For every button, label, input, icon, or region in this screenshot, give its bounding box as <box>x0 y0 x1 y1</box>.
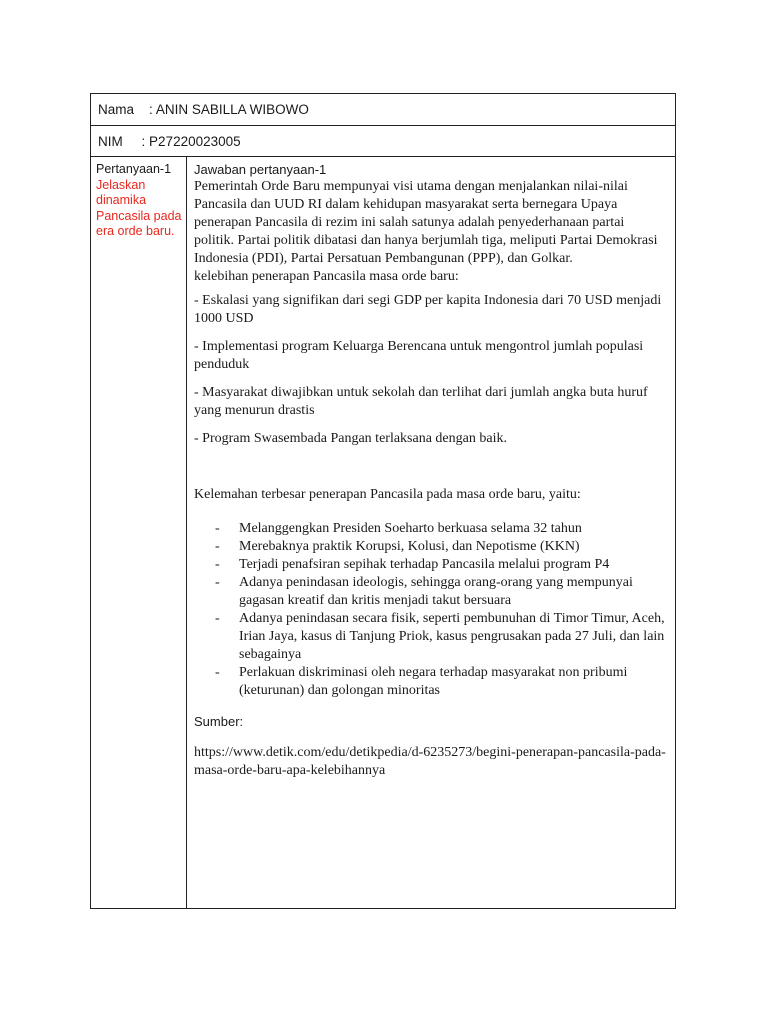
name-line <box>98 102 309 117</box>
name-row <box>91 94 675 126</box>
answer-label: Jawaban pertanyaan-1 <box>194 162 327 177</box>
answer-cell <box>187 157 675 908</box>
advantage-item: - Program Swasembada Pangan terlaksana dengan baik. <box>194 431 507 446</box>
weakness-heading: Kelemahan terbesar penerapan Pancasila pada masa orde baru, yaitu: <box>194 487 581 502</box>
nim-line <box>98 134 241 149</box>
list-item <box>194 610 667 664</box>
advantages-heading: kelebihan penerapan Pancasila masa orde baru: <box>194 269 459 284</box>
dash-marker: - <box>215 665 220 680</box>
weakness-text: Melanggengkan Presiden Soeharto berkuasa selama 32 tahun <box>239 521 582 536</box>
name-label: Nama <box>98 102 135 117</box>
question-cell <box>91 157 187 908</box>
dash-marker: - <box>215 611 220 626</box>
dash-marker: - <box>215 557 220 572</box>
nim-row <box>91 126 675 157</box>
list-item <box>194 556 667 574</box>
list-item <box>194 520 667 538</box>
advantage-item: - Masyarakat diwajibkan untuk sekolah dan terlihat dari jumlah angka buta huruf yang menurun drastis <box>194 385 648 418</box>
nim-label: NIM <box>98 134 123 149</box>
question-text: Jelaskan dinamika Pancasila pada era orde baru. <box>96 177 182 238</box>
weakness-text: Adanya penindasan secara fisik, seperti pembunuhan di Timor Timur, Aceh, Irian Jaya, kasus di Tanjung Priok, kasus pengrusakan pada 27 Juli, dan lain sebagainya <box>239 611 665 662</box>
advantage-item: - Implementasi program Keluarga Berencana untuk mengontrol jumlah populasi penduduk <box>194 339 644 372</box>
weakness-text: Adanya penindasan ideologis, sehingga orang-orang yang mempunyai gagasan kreatif dan kritis menjadi takut bersuara <box>239 575 633 608</box>
dash-marker: - <box>215 521 220 536</box>
list-item <box>194 538 667 556</box>
weakness-text: Terjadi penafsiran sepihak terhadap Pancasila melalui program P4 <box>239 557 610 572</box>
advantage-item: - Eskalasi yang signifikan dari segi GDP per kapita Indonesia dari 70 USD menjadi 1000 USD <box>194 293 662 326</box>
list-item <box>194 574 667 610</box>
name-separator: : <box>149 102 153 117</box>
nim-separator: : <box>141 134 146 149</box>
weakness-list <box>194 520 667 700</box>
name-value: ANIN SABILLA WIBOWO <box>155 102 309 117</box>
dash-marker: - <box>215 575 220 590</box>
nim-value: P27220023005 <box>149 134 241 149</box>
source-link[interactable]: https://www.detik.com/edu/detikpedia/d-6235273/begini-penerapan-pancasila-pada-masa-orde-baru-apa-kelebihannya <box>194 745 666 778</box>
answer-table <box>90 93 676 909</box>
answer-intro: Pemerintah Orde Baru mempunyai visi utama dengan menjalankan nilai-nilai Pancasila dan UUD RI dalam kehidupan masyarakat serta bernegara Upaya penerapan Pancasila di rezim ini salah satunya adalah penyederhanaan partai politik. Partai politik dibatasi dan hanya berjumlah tiga, meliputi Partai Demokrasi Indonesia (PDI), Partai Persatuan Pembangunan (PPP), dan Golkar. <box>194 179 658 266</box>
weakness-text: Perlakuan diskriminasi oleh negara terhadap masyarakat non pribumi (keturunan) dan golongan minoritas <box>239 665 628 698</box>
dash-marker: - <box>215 539 220 554</box>
weakness-text: Merebaknya praktik Korupsi, Kolusi, dan Nepotisme (KKN) <box>239 539 580 554</box>
source-label: Sumber: <box>194 714 244 729</box>
question-label: Pertanyaan-1 <box>96 162 172 176</box>
list-item <box>194 664 667 700</box>
